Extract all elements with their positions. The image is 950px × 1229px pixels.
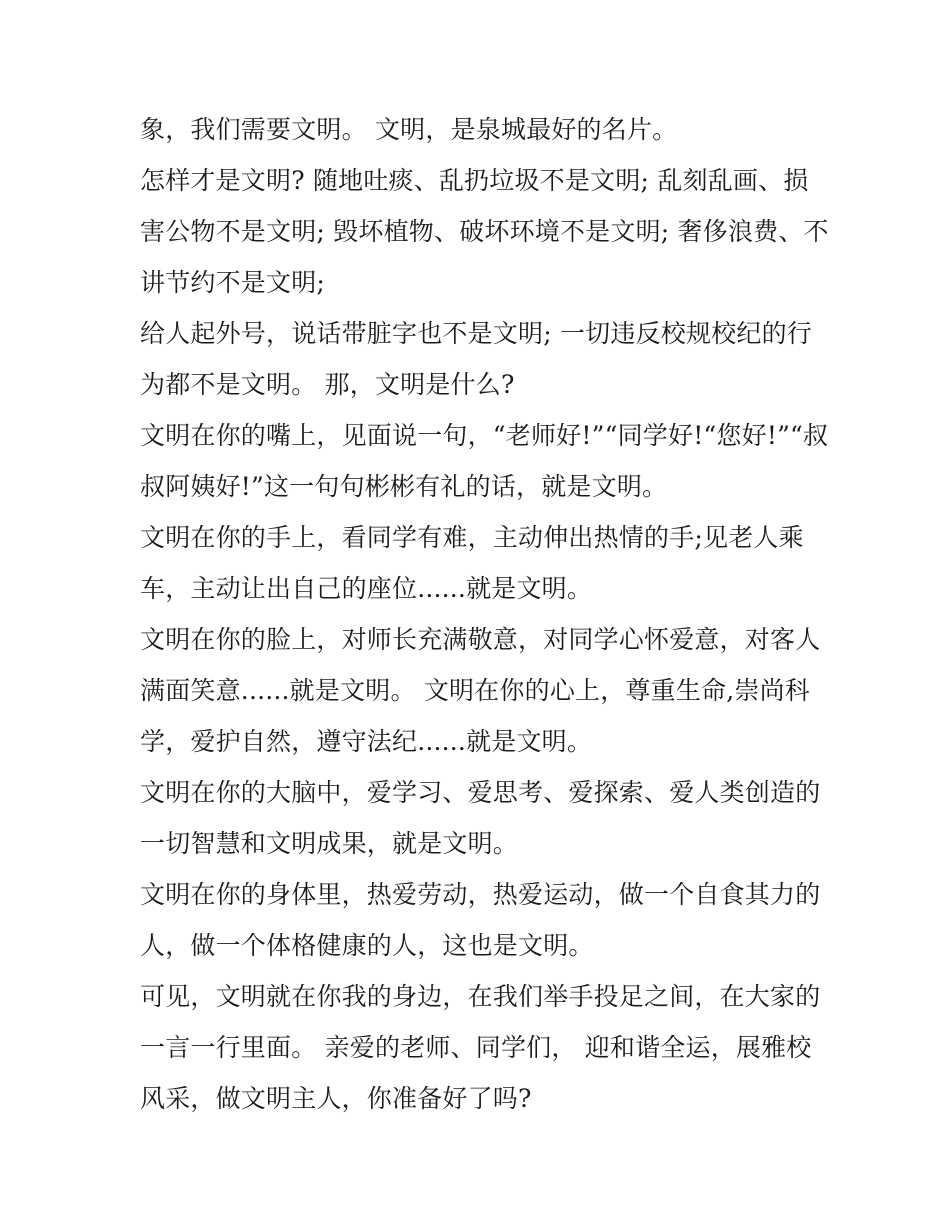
text-line: 害公物不是文明; 毁坏植物、破坏环境不是文明; 奢侈浪费、不 <box>140 217 829 246</box>
text-line: 满面笑意......就是文明。 文明在你的心上，尊重生命,崇尚科 <box>140 676 810 705</box>
text-line: 人，做一个体格健康的人，这也是文明。 <box>140 931 594 960</box>
text-line: 讲节约不是文明; <box>140 268 326 297</box>
text-line: 为都不是文明。 那，文明是什么? <box>140 370 515 399</box>
text-line: 叔阿姨好!”这一句句彬彬有礼的话，就是文明。 <box>140 472 668 501</box>
text-line: 学，爱护自然，遵守法纪......就是文明。 <box>140 727 593 756</box>
text-line: 一切智慧和文明成果，就是文明。 <box>140 829 519 858</box>
text-line: 文明在你的身体里，热爱劳动，热爱运动，做一个自食其力的 <box>140 880 821 909</box>
text-line: 风采，做文明主人，你准备好了吗? <box>140 1084 532 1113</box>
text-line: 车，主动让出自己的座位......就是文明。 <box>140 574 593 603</box>
document-body <box>140 104 829 1124</box>
text-line: 可见，文明就在你我的身边，在我们举手投足之间，在大家的 <box>140 982 821 1011</box>
text-line: 文明在你的脸上，对师长充满敬意，对同学心怀爱意，对客人 <box>140 625 821 654</box>
text-line: 怎样才是文明? 随地吐痰、乱扔垃圾不是文明; 乱刻乱画、损 <box>140 166 809 195</box>
text-line: 文明在你的手上，看同学有难，主动伸出热情的手;见老人乘 <box>140 523 804 552</box>
text-line: 一言一行里面。 亲爱的老师、同学们， 迎和谐全运，展雅校 <box>140 1033 812 1062</box>
text-line: 象，我们需要文明。 文明，是泉城最好的名片。 <box>140 115 678 144</box>
text-line: 文明在你的嘴上，见面说一句，“老师好!”“同学好!“您好!”“叔 <box>140 421 829 450</box>
text-line: 给人起外号，说话带脏字也不是文明; 一切违反校规校纪的行 <box>140 319 812 348</box>
text-line: 文明在你的大脑中，爱学习、爱思考、爱探索、爱人类创造的 <box>140 778 821 807</box>
